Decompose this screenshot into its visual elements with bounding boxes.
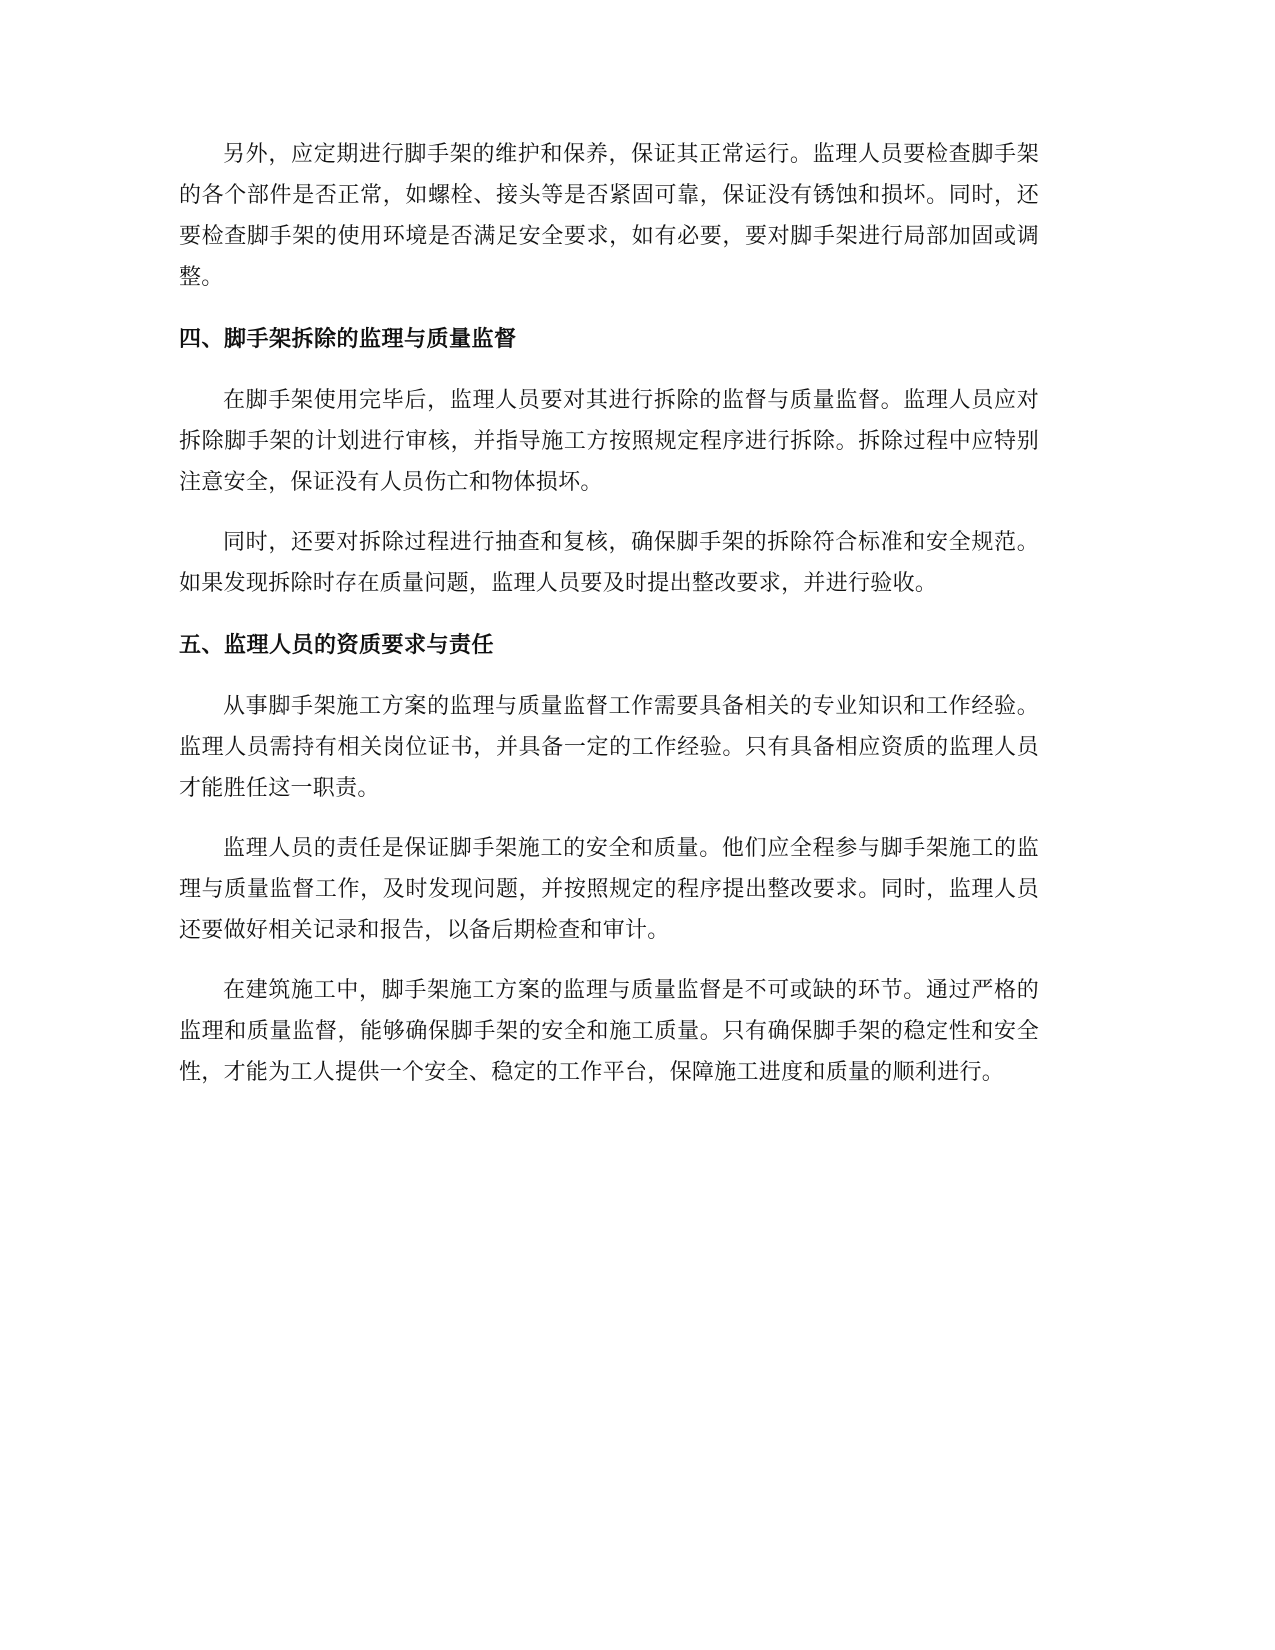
- document-page: [179, 134, 1039, 1093]
- section-heading-4: 四、脚手架拆除的监理与质量监督: [179, 327, 517, 352]
- paragraph: 监理人员的责任是保证脚手架施工的安全和质量。他们应全程参与脚手架施工的监理与质量监督工作，及时发现问题，并按照规定的程序提出整改要求。同时，监理人员还要做好相关记录和报告，以备后期检查和审计。: [179, 836, 1039, 943]
- paragraph: 同时，还要对拆除过程进行抽查和复核，确保脚手架的拆除符合标准和安全规范。如果发现拆除时存在质量问题，监理人员要及时提出整改要求，并进行验收。: [179, 530, 1039, 596]
- paragraph: 在建筑施工中，脚手架施工方案的监理与质量监督是不可或缺的环节。通过严格的监理和质量监督，能够确保脚手架的安全和施工质量。只有确保脚手架的稳定性和安全性，才能为工人提供一个安全、稳定的工作平台，保障施工进度和质量的顺利进行。: [179, 978, 1039, 1085]
- section-heading-5: 五、监理人员的资质要求与责任: [179, 633, 495, 658]
- paragraph: 在脚手架使用完毕后，监理人员要对其进行拆除的监督与质量监督。监理人员应对拆除脚手架的计划进行审核，并指导施工方按照规定程序进行拆除。拆除过程中应特别注意安全，保证没有人员伤亡和物体损坏。: [179, 388, 1039, 495]
- paragraph: 另外，应定期进行脚手架的维护和保养，保证其正常运行。监理人员要检查脚手架的各个部件是否正常，如螺栓、接头等是否紧固可靠，保证没有锈蚀和损坏。同时，还要检查脚手架的使用环境是否满足安全要求，如有必要，要对脚手架进行局部加固或调整。: [179, 142, 1039, 290]
- paragraph: 从事脚手架施工方案的监理与质量监督工作需要具备相关的专业知识和工作经验。监理人员需持有相关岗位证书，并具备一定的工作经验。只有具备相应资质的监理人员才能胜任这一职责。: [179, 694, 1039, 801]
